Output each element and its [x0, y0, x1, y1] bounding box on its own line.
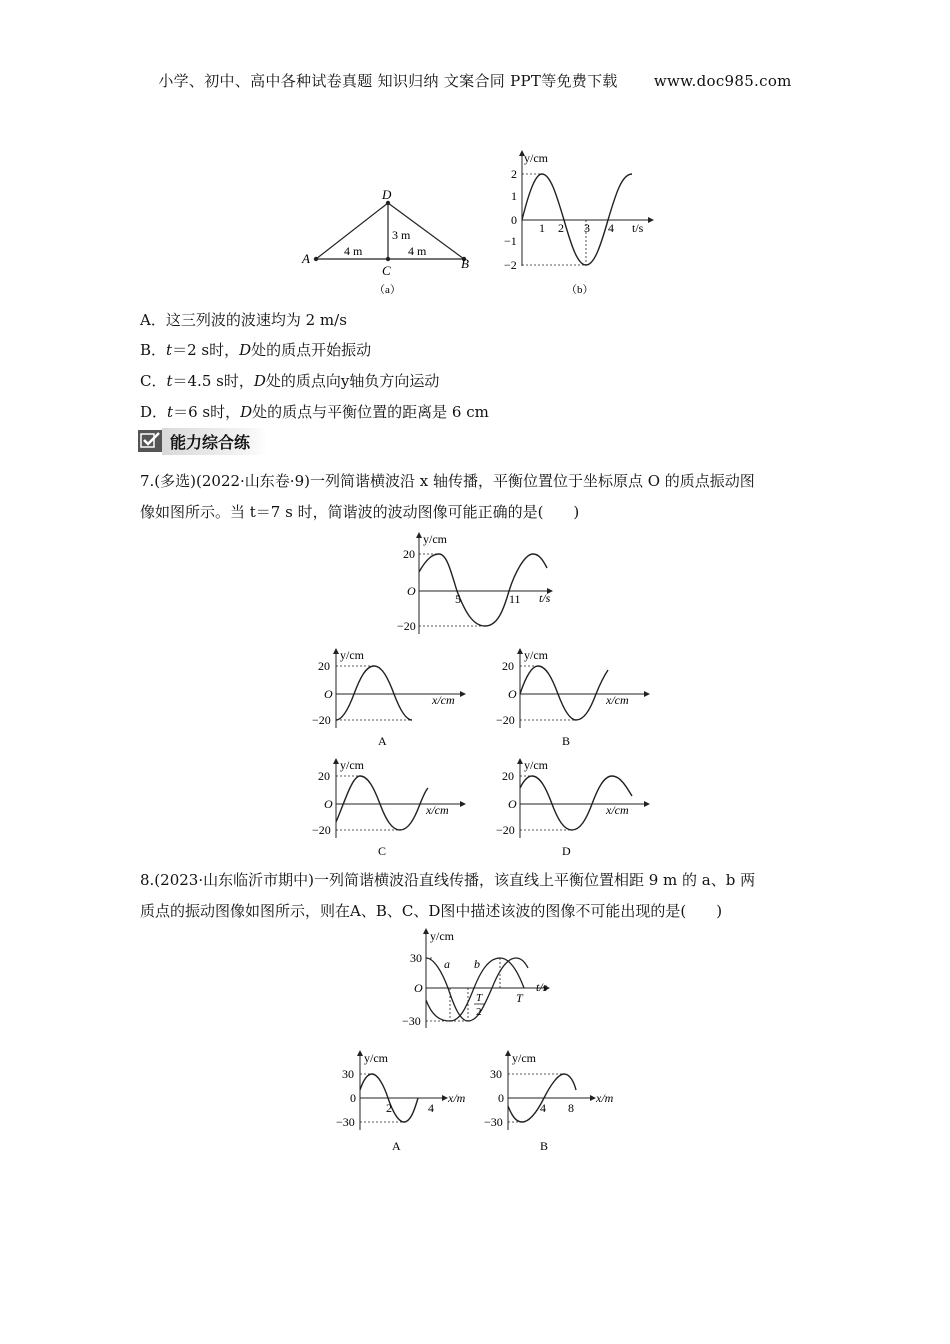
- subplot-label: D: [562, 844, 571, 858]
- q7-main-graph: [395, 532, 565, 637]
- q6-option-d: D．t＝6 s时，D处的质点与平衡位置的距离是 6 cm: [140, 403, 489, 421]
- q7-subplot-a: [312, 648, 472, 748]
- header-site: www.doc985.com: [653, 72, 792, 90]
- fig-b-ytick: −2: [504, 258, 517, 272]
- fig-b-ytick: 1: [511, 189, 517, 203]
- svg-text:y/cm: y/cm: [524, 758, 548, 772]
- svg-text:0: 0: [498, 1091, 504, 1105]
- q8-curve-a-label: a: [444, 957, 450, 971]
- q7-t2: 11: [509, 592, 521, 606]
- q8-main-graph: [402, 928, 562, 1033]
- q8-line1: 8.(2023·山东临沂市期中)一列简谐横波沿直线传播，该直线上平衡位置相距 9 m 的 a、b 两: [140, 871, 756, 889]
- q7-origin: O: [407, 584, 416, 598]
- svg-text:−30: −30: [484, 1115, 503, 1129]
- svg-text:8: 8: [568, 1101, 574, 1115]
- q8-text: [140, 865, 820, 927]
- svg-text:O: O: [324, 797, 333, 811]
- svg-text:x/m: x/m: [448, 1091, 466, 1105]
- figure-b-graph: [500, 148, 660, 298]
- label-right-dist: 4 m: [408, 244, 427, 258]
- caption-b: （b）: [566, 284, 594, 296]
- subplot-label: A: [378, 734, 387, 748]
- fig-b-ytick: −1: [504, 234, 517, 248]
- q6-option-a: A．这三列波的波速均为 2 m/s: [140, 311, 347, 329]
- svg-text:20: 20: [502, 769, 514, 783]
- svg-text:−20: −20: [312, 713, 331, 727]
- svg-text:y/cm: y/cm: [340, 758, 364, 772]
- svg-text:20: 20: [502, 659, 514, 673]
- svg-text:30: 30: [342, 1067, 354, 1081]
- label-height: 3 m: [392, 228, 411, 242]
- svg-text:x/cm: x/cm: [606, 693, 629, 707]
- svg-text:4: 4: [428, 1101, 434, 1115]
- label-D: D: [382, 187, 392, 202]
- q7-ylabel: y/cm: [423, 532, 447, 546]
- q8-T: T: [516, 991, 523, 1005]
- section-header: [138, 428, 268, 454]
- q7-subplot-d: [496, 758, 656, 858]
- q7-t1: 5: [455, 592, 461, 606]
- page-header: [0, 70, 950, 91]
- svg-text:0: 0: [350, 1091, 356, 1105]
- caption-a: （a）: [374, 284, 401, 296]
- fig-b-ytick: 0: [511, 213, 517, 227]
- label-A: A: [302, 251, 310, 266]
- svg-text:−20: −20: [496, 823, 515, 837]
- svg-text:y/cm: y/cm: [512, 1051, 536, 1065]
- label-B: B: [461, 256, 469, 271]
- fig-b-xtick: 1: [539, 221, 545, 235]
- svg-text:20: 20: [318, 659, 330, 673]
- svg-text:2: 2: [386, 1101, 392, 1115]
- svg-text:x/cm: x/cm: [432, 693, 455, 707]
- svg-text:x/m: x/m: [596, 1091, 614, 1105]
- svg-text:O: O: [508, 797, 517, 811]
- svg-text:30: 30: [490, 1067, 502, 1081]
- checkmark-icon: [138, 430, 162, 452]
- q8-halfT-den: 2: [476, 1006, 482, 1018]
- svg-text:y/cm: y/cm: [524, 648, 548, 662]
- q7-subplot-b: [496, 648, 656, 748]
- q8-halfT-num: T: [476, 992, 483, 1004]
- svg-text:4: 4: [540, 1101, 546, 1115]
- svg-text:O: O: [324, 687, 333, 701]
- q8-subplot-b: [478, 1050, 628, 1155]
- subplot-label: C: [378, 844, 387, 858]
- q8-line2: 质点的振动图像如图所示，则在A、B、C、D图中描述该波的图像不可能出现的是( ): [140, 902, 723, 920]
- q7-line1: 7.(多选)(2022·山东卷·9)一列简谐横波沿 x 轴传播，平衡位置位于坐标原点 O 的质点振动图: [140, 472, 755, 490]
- svg-text:O: O: [508, 687, 517, 701]
- subplot-label: A: [392, 1139, 401, 1153]
- q7-ybot: −20: [397, 619, 416, 633]
- svg-text:x/cm: x/cm: [426, 803, 449, 817]
- q8-curve-b-label: b: [474, 957, 480, 971]
- q7-text: [140, 466, 820, 528]
- subplot-label: B: [540, 1139, 549, 1153]
- svg-text:y/cm: y/cm: [364, 1051, 388, 1065]
- q7-subplot-c: [312, 758, 472, 858]
- q7-xlabel: t/s: [539, 591, 551, 605]
- q8-ytop: 30: [410, 951, 422, 965]
- q7-ytop: 20: [403, 547, 415, 561]
- svg-text:−20: −20: [312, 823, 331, 837]
- svg-text:20: 20: [318, 769, 330, 783]
- section-title: 能力综合练: [162, 428, 268, 455]
- fig-b-xtick: 3: [584, 221, 590, 235]
- svg-text:−20: −20: [496, 713, 515, 727]
- q8-origin: O: [414, 981, 423, 995]
- q8-subplot-a: [330, 1050, 480, 1155]
- svg-text:x/cm: x/cm: [606, 803, 629, 817]
- q7-line2: 像如图所示。当 t＝7 s 时，简谐波的波动图像可能正确的是( ): [140, 503, 580, 521]
- q8-ybot: −30: [402, 1014, 421, 1028]
- q6-option-c: C．t＝4.5 s时，D处的质点向y轴负方向运动: [140, 372, 440, 390]
- figure-a-triangle: [296, 185, 476, 297]
- fig-b-xlabel: t/s: [632, 221, 644, 235]
- q8-xlabel: t/s: [536, 980, 548, 994]
- fig-b-ytick: 2: [511, 167, 517, 181]
- q6-option-b: B．t＝2 s时，D处的质点开始振动: [140, 341, 372, 359]
- svg-text:y/cm: y/cm: [340, 648, 364, 662]
- svg-text:−30: −30: [336, 1115, 355, 1129]
- header-text: 小学、初中、高中各种试卷真题 知识归纳 文案合同 PPT等免费下载: [158, 72, 618, 90]
- fig-b-ylabel: y/cm: [524, 151, 548, 165]
- label-C: C: [382, 263, 391, 278]
- fig-b-xtick: 4: [608, 221, 614, 235]
- fig-b-xtick: 2: [558, 221, 564, 235]
- subplot-label: B: [562, 734, 571, 748]
- q8-ylabel: y/cm: [430, 929, 454, 943]
- label-left-dist: 4 m: [344, 244, 363, 258]
